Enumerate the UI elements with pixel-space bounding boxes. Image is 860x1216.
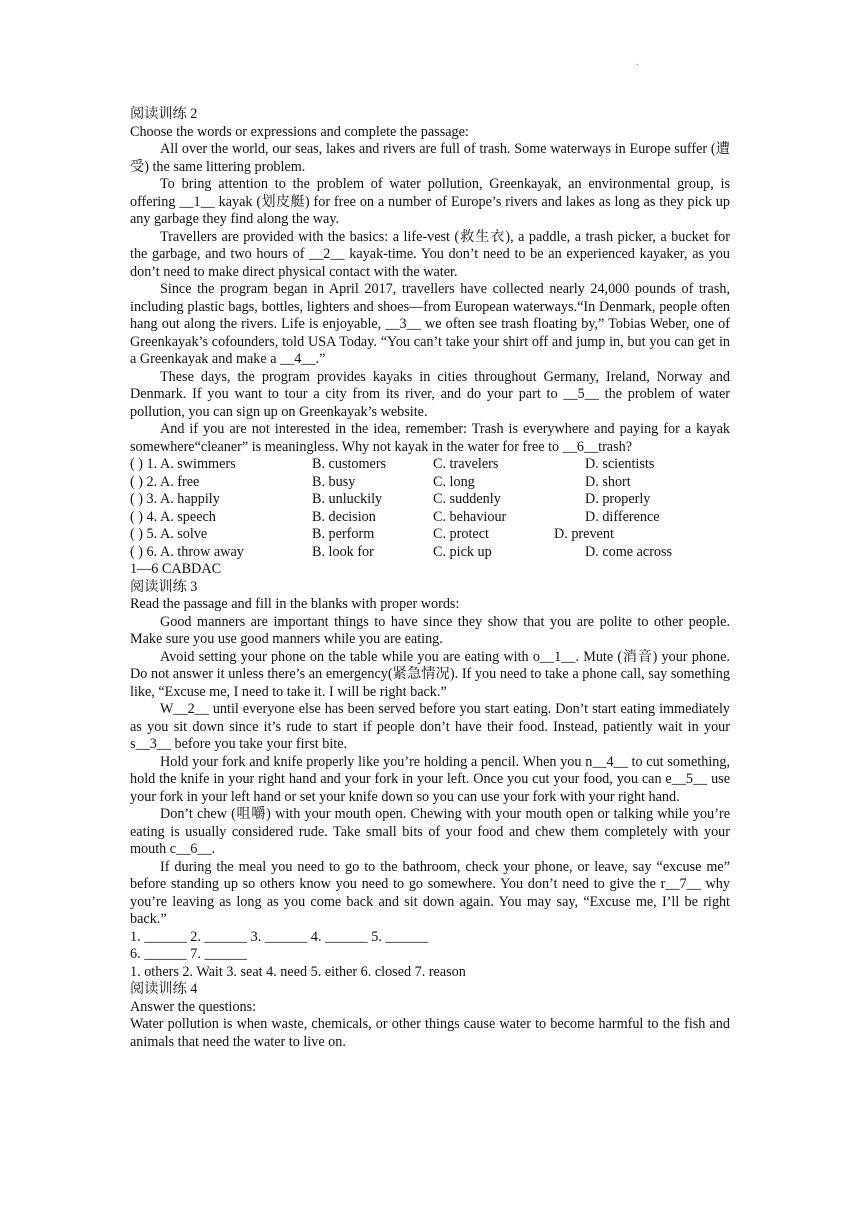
section3-blanks: 6. ______ 7. ______ — [130, 946, 248, 962]
option-question: ( ) 3. A. happily — [130, 491, 220, 507]
option-c: C. long — [433, 473, 475, 490]
option-row — [130, 491, 730, 509]
option-d: D. come across — [585, 543, 673, 560]
section2-instruction: Choose the words or expressions and complete the passage: — [130, 123, 469, 140]
section3-paragraph: Don’t chew (咀嚼) with your mouth open. Chewing with your mouth open or talking while you’re eating is usually considered rude. Take small bits of your food and chew them completely with your mouth c__6__. — [130, 806, 730, 857]
section3-blanks: 1. ______ 2. ______ 3. ______ 4. ______ 5. ______ — [130, 928, 428, 945]
option-b: B. unluckily — [312, 491, 383, 507]
option-d: D. prevent — [554, 526, 614, 542]
option-b: B. customers — [312, 456, 387, 472]
document-content — [130, 106, 730, 1051]
option-row — [130, 526, 730, 544]
option-d: D. difference — [585, 508, 660, 525]
section4-paragraph: Water pollution is when waste, chemicals, or other things cause water to become harmful to the fish and animals that need the water to live on. — [130, 1016, 730, 1050]
option-question: ( ) 2. A. free — [130, 473, 200, 490]
section3-instruction: Read the passage and fill in the blanks with proper words: — [130, 596, 460, 612]
section2-paragraph: All over the world, our seas, lakes and rivers are full of trash. Some waterways in Europe suffer (遭受) the same littering problem. — [130, 141, 730, 175]
option-b: B. decision — [312, 508, 376, 525]
option-row — [130, 456, 730, 474]
section4-instruction: Answer the questions: — [130, 998, 257, 1015]
section2-options — [130, 456, 730, 561]
option-question: ( ) 4. A. speech — [130, 508, 216, 525]
section3-title: 阅读训练 3 — [130, 578, 198, 595]
option-c: C. pick up — [433, 543, 492, 560]
option-row — [130, 509, 730, 527]
section3-paragraph: Avoid setting your phone on the table while you are eating with o__1__. Mute (消音) your phone. Do not answer it unless there’s an emergency(紧急情况). If you need to take a phone call, say something like, “Excuse me, I need to take it. I will be right back.” — [130, 648, 730, 700]
section3-paragraph: W__2__ until everyone else has been served before you start eating. Don’t start eating immediately as you sit down since it’s rude to start if people don’t have their food. Instead, patiently wait in your s__3__ before you take your first bite. — [130, 701, 730, 752]
section3-paragraph: Hold your fork and knife properly like you’re holding a pencil. When you n__4__ to cut something, hold the knife in your right hand and your fork in your left. Once you cut your food, you can e__5__ use your fork in your left hand or set your knife down so you can use your fork with your right hand. — [130, 753, 730, 805]
option-c: C. protect — [433, 526, 489, 542]
option-d: D. short — [585, 473, 631, 490]
option-d: D. properly — [585, 491, 651, 507]
section3-paragraph: Good manners are important things to have since they show that you are polite to other people. Make sure you use good manners while you are eating. — [130, 613, 730, 647]
section4-title: 阅读训练 4 — [130, 981, 198, 997]
section3-paragraph: If during the meal you need to go to the bathroom, check your phone, or leave, say “excuse me” before standing up so others know you need to go somewhere. You don’t need to give the r__7__ why you’re leaving as long as you come back and sit down again. You may say, “Excuse me, I’ll be right back.” — [130, 858, 730, 927]
option-d: D. scientists — [585, 456, 655, 472]
section2-title: 阅读训练 2 — [130, 106, 198, 122]
section2-paragraph: Travellers are provided with the basics: a life-vest (救生衣), a paddle, a trash picker, a bucket for the garbage, and two hours of __2__ kayak-time. You don’t need to be an experienced kayaker, as you don’t need to make direct physical contact with the water. — [130, 228, 730, 280]
option-b: B. perform — [312, 526, 375, 542]
section3-answer: 1. others 2. Wait 3. seat 4. need 5. either 6. closed 7. reason — [130, 963, 466, 980]
section2-paragraph: Since the program began in April 2017, travellers have collected nearly 24,000 pounds of trash, including plastic bags, bottles, lighters and shoes—from European waterways.“In Denmark, people often hang out along the rivers. Life is enjoyable, __3__ we often see trash floating by,” Tobias Weber, one of Greenkayak’s cofounders, told USA Today. “You can’t take your shirt off and jump in, but you can get in a Greenkayak and make a __4__.” — [130, 281, 730, 367]
option-question: ( ) 5. A. solve — [130, 526, 208, 542]
option-b: B. look for — [312, 543, 374, 560]
section2-answer: 1—6 CABDAC — [130, 561, 222, 577]
option-b: B. busy — [312, 473, 356, 490]
option-c: C. suddenly — [433, 491, 501, 507]
section2-paragraph: And if you are not interested in the idea, remember: Trash is everywhere and paying for a kayak somewhere“cleaner” is meaningless. Why not kayak in the water for free to __6__trash? — [130, 421, 730, 455]
option-c: C. travelers — [433, 456, 499, 472]
option-question: ( ) 1. A. swimmers — [130, 456, 236, 472]
option-row — [130, 544, 730, 562]
option-row — [130, 474, 730, 492]
corner-mark: . — [636, 57, 639, 68]
section2-paragraph: To bring attention to the problem of water pollution, Greenkayak, an environmental group, is offering __1__ kayak (划皮艇) for free on a number of Europe’s rivers and lakes as long as they pick up any garbage they find along the way. — [130, 176, 730, 227]
section2-paragraph: These days, the program provides kayaks in cities throughout Germany, Ireland, Norway and Denmark. If you want to tour a city from its river, and do your part to __5__ the problem of water pollution, you can sign up on Greenkayak’s website. — [130, 368, 730, 420]
option-question: ( ) 6. A. throw away — [130, 543, 244, 560]
option-c: C. behaviour — [433, 508, 507, 525]
